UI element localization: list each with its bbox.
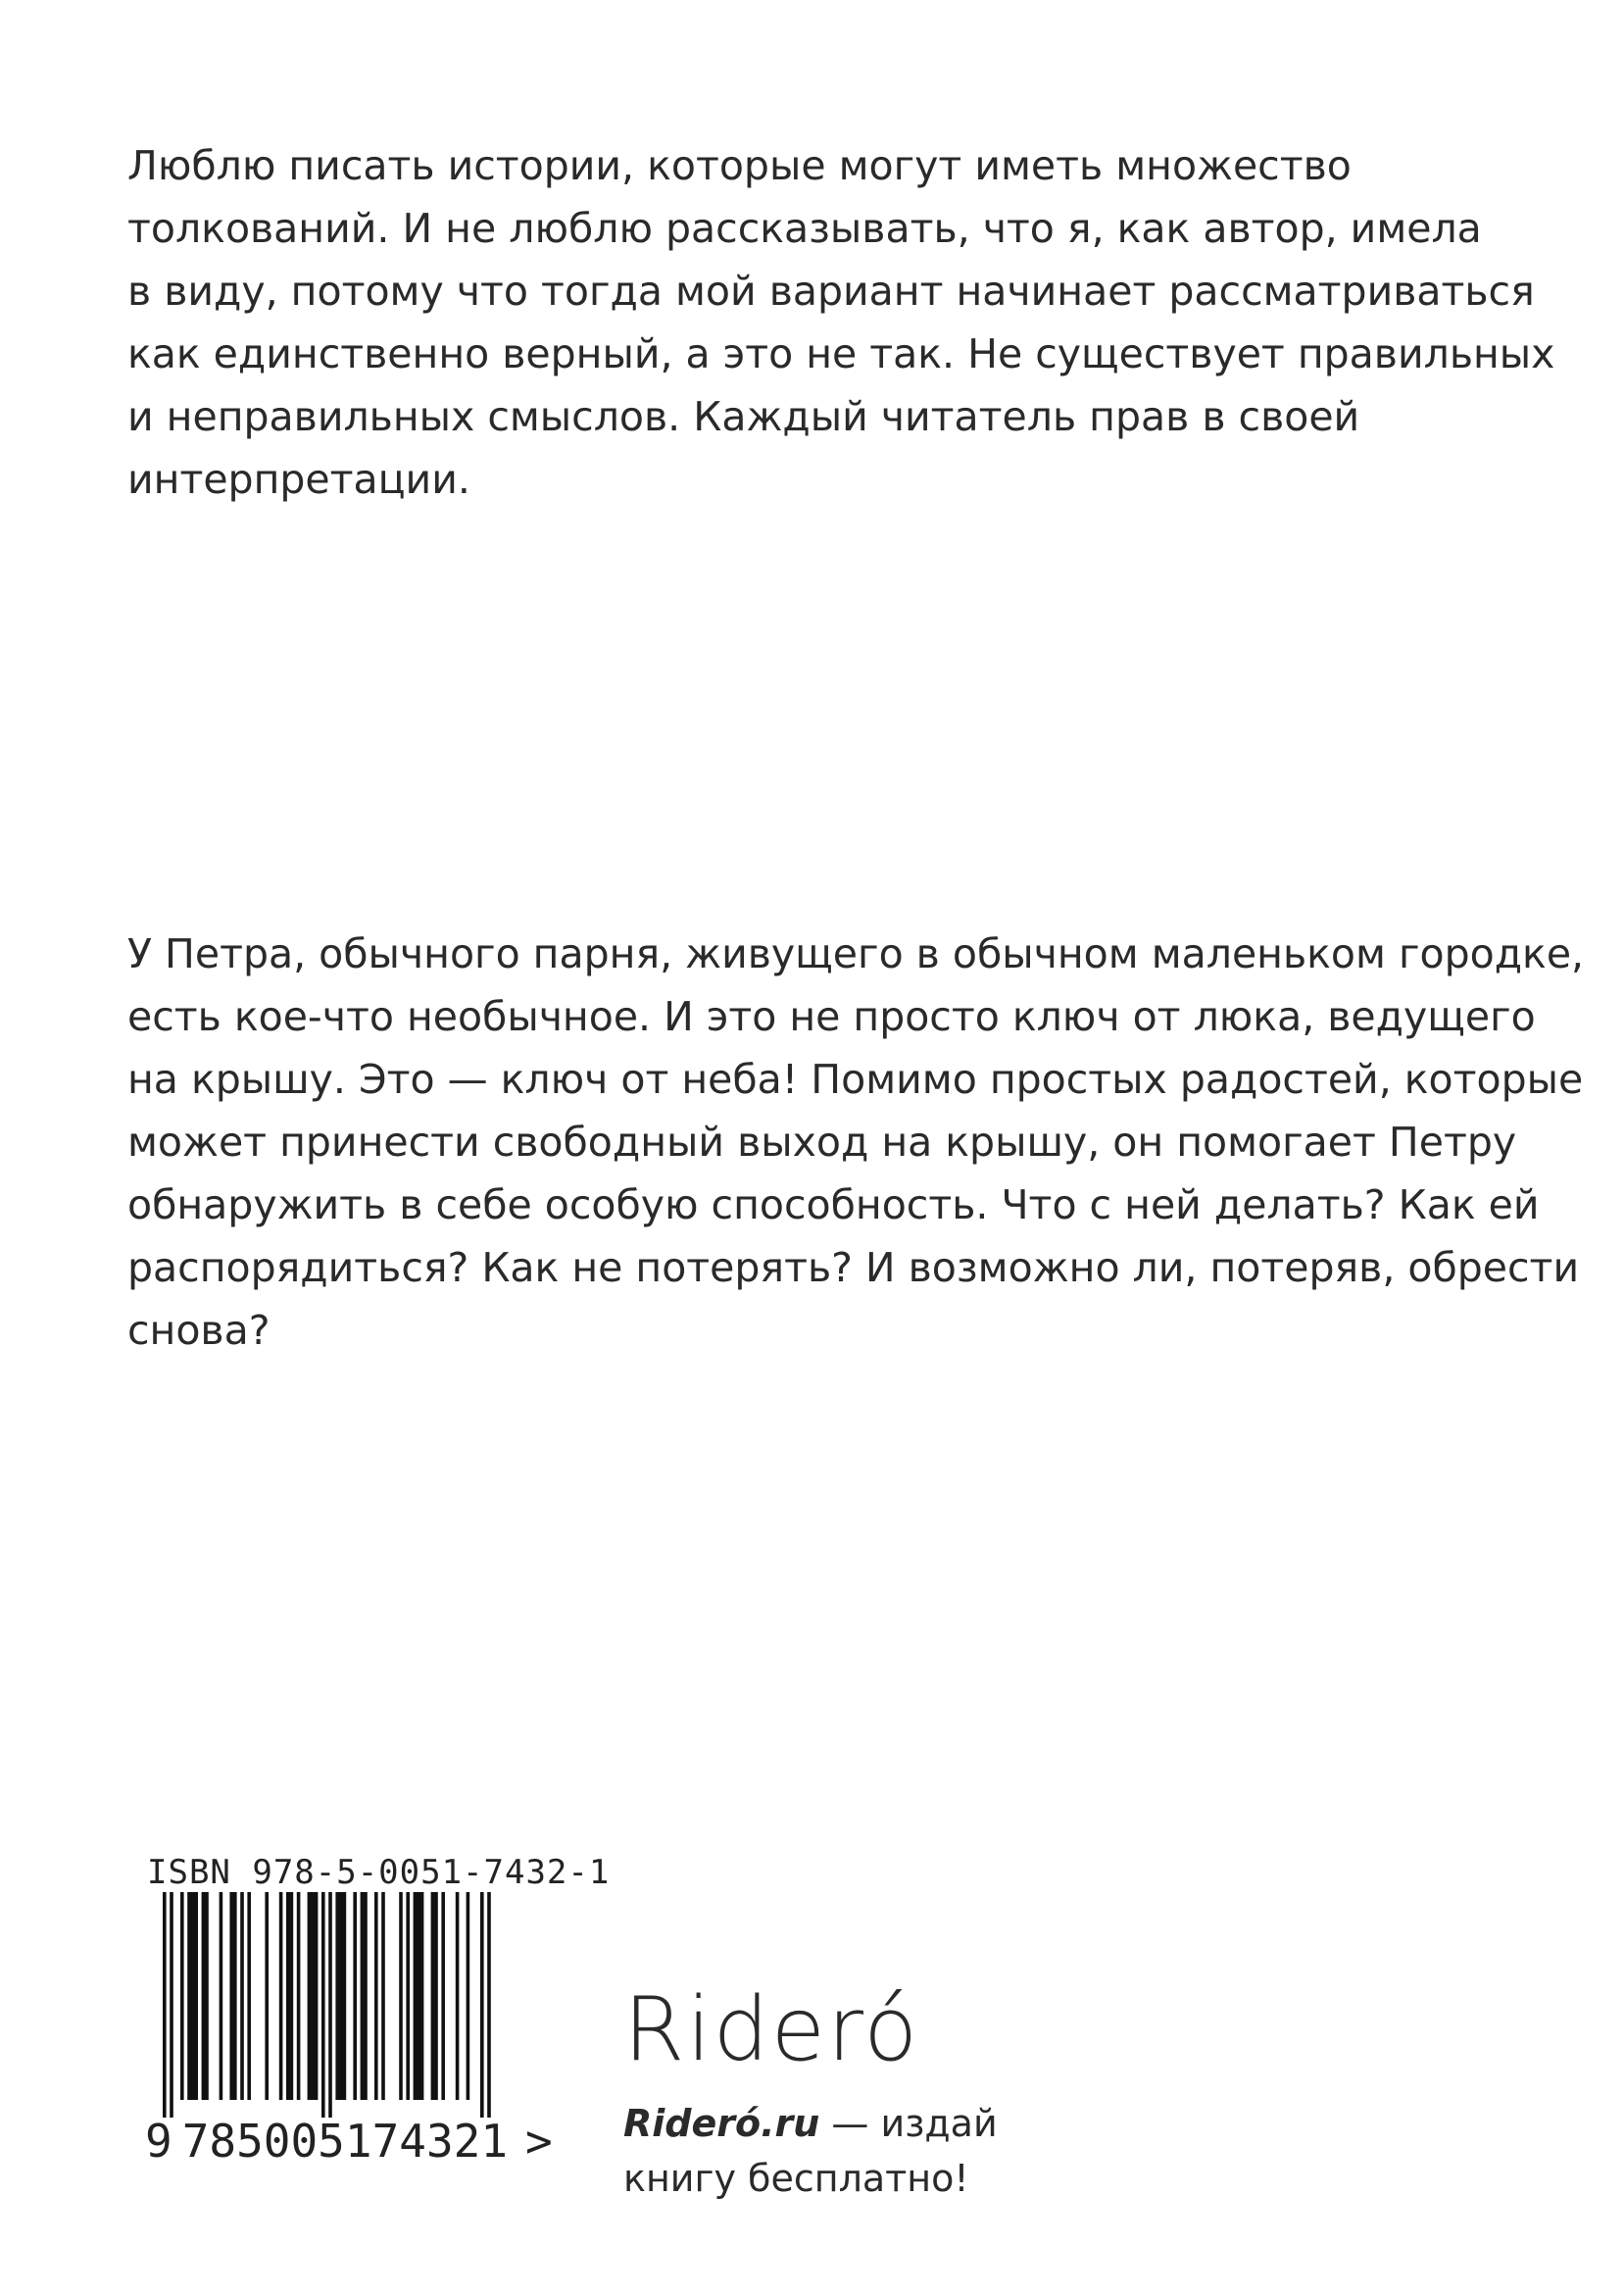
annotation-line: У Петра, обычного парня, живущего в обычном маленьком городке, <box>127 930 1585 977</box>
barcode-first-digit: 9 <box>145 2115 172 2168</box>
barcode-bar <box>441 1892 445 2100</box>
barcode-bar <box>247 1892 251 2100</box>
tagline-line-2: книгу бесплатно! <box>623 2157 969 2200</box>
barcode-number: 785005174321 <box>181 2115 509 2168</box>
book-annotation <box>127 923 1585 1362</box>
barcode <box>157 1892 510 2118</box>
barcode-bar <box>286 1892 293 2100</box>
barcode-bar <box>399 1892 403 2100</box>
barcode-bar <box>361 1892 368 2100</box>
barcode-bar <box>467 1892 470 2100</box>
barcode-arrow: > <box>525 2115 553 2168</box>
author-note-line: толкований. И не люблю рассказывать, что я, как автор, имела <box>127 205 1482 252</box>
barcode-bar <box>456 1892 460 2100</box>
barcode-bar <box>335 1892 346 2100</box>
tagline-line-1 <box>623 2096 998 2151</box>
author-note-line: как единственно верный, а это не так. Не существует правильных <box>127 330 1555 377</box>
barcode-bar <box>265 1892 269 2100</box>
annotation-line: обнаружить в себе особую способность. Что с ней делать? Как ей <box>127 1181 1540 1228</box>
tagline-rest: — издай <box>819 2102 998 2145</box>
barcode-bar <box>480 1892 484 2118</box>
author-note-line: Люблю писать истории, которые могут иметь множество <box>127 142 1352 189</box>
barcode-bar <box>297 1892 301 2100</box>
publisher-site: Rideró.ru <box>623 2102 820 2145</box>
barcode-digits <box>145 2115 553 2168</box>
barcode-bar <box>487 1892 491 2118</box>
barcode-bar <box>328 1892 332 2118</box>
barcode-bar <box>180 1892 184 2100</box>
publisher-tagline <box>623 2096 998 2206</box>
barcode-bar <box>308 1892 319 2100</box>
barcode-bar <box>414 1892 424 2100</box>
barcode-bar <box>187 1892 198 2100</box>
barcode-bar <box>406 1892 410 2100</box>
barcode-bar <box>321 1892 325 2118</box>
annotation-line: может принести свободный выход на крышу, он помогает Петру <box>127 1119 1517 1166</box>
barcode-bar <box>240 1892 244 2100</box>
author-note-line: в виду, потому что тогда мой вариант начинает рассматриваться <box>127 268 1535 315</box>
annotation-line: на крышу. Это — ключ от неба! Помимо простых радостей, которые <box>127 1056 1584 1103</box>
barcode-bar <box>353 1892 357 2100</box>
barcode-bar <box>374 1892 378 2100</box>
barcode-bar <box>229 1892 236 2100</box>
barcode-bar <box>163 1892 167 2118</box>
barcode-bar <box>431 1892 438 2100</box>
author-note <box>127 134 1555 511</box>
annotation-line: есть кое-что необычное. И это не просто ключ от люка, ведущего <box>127 993 1536 1040</box>
barcode-bar <box>202 1892 209 2100</box>
author-note-line: интерпретации. <box>127 456 470 503</box>
publisher-logo: Rideró <box>623 1978 920 2081</box>
barcode-graphic <box>157 1892 510 2118</box>
annotation-line: распорядиться? Как не потерять? И возможно ли, потеряв, обрести <box>127 1244 1580 1291</box>
author-note-line: и неправильных смыслов. Каждый читатель прав в своей <box>127 393 1360 440</box>
annotation-line: снова? <box>127 1307 271 1354</box>
barcode-bar <box>220 1892 223 2100</box>
barcode-bar <box>381 1892 385 2100</box>
isbn-label: ISBN 978-5-0051-7432-1 <box>147 1853 611 1892</box>
barcode-bar <box>170 1892 173 2118</box>
barcode-bar <box>279 1892 283 2100</box>
